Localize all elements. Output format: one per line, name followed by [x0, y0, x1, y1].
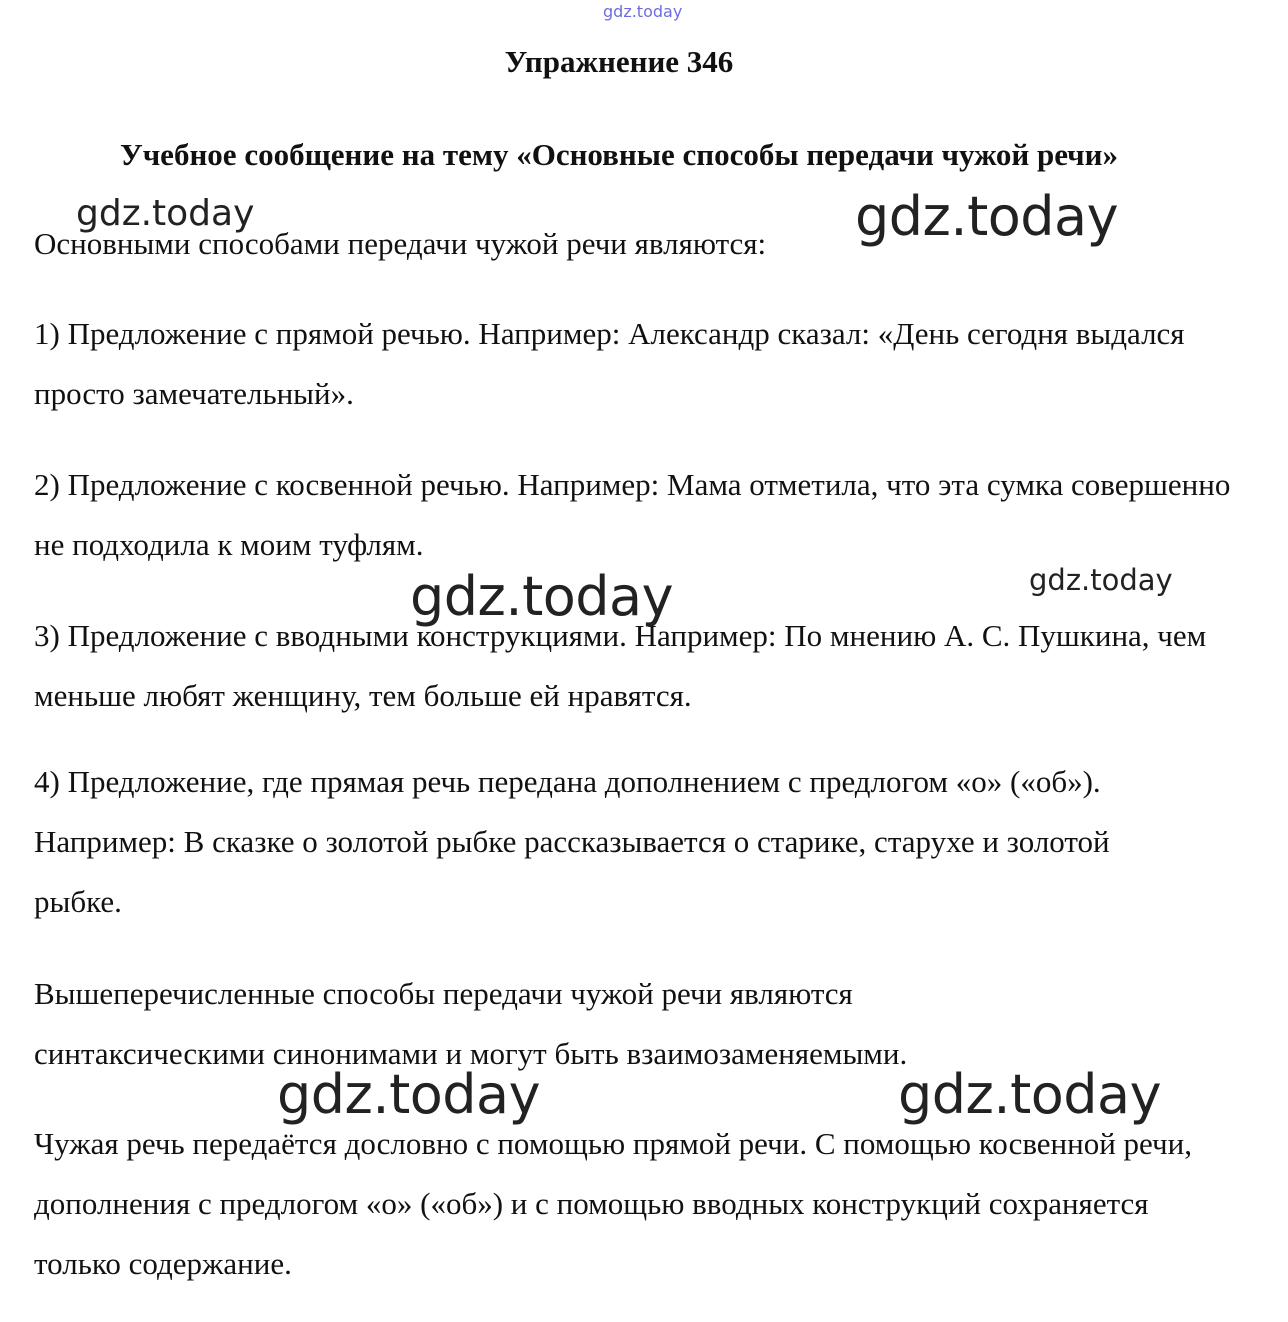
paragraph-item-2: 2) Предложение с косвенной речью. Например: Мама отметила, что эта сумка совершенно не подходила к моим туфлям.: [34, 467, 1231, 562]
watermark-1: gdz.today: [76, 193, 255, 234]
page-title: Упражнение 346: [504, 44, 734, 79]
paragraph-intro: Основными способами передачи чужой речи являются:: [34, 226, 767, 261]
watermark-6: gdz.today: [898, 1063, 1162, 1126]
paragraph-conclusion-2: Чужая речь передаётся дословно с помощью прямой речи. С помощью косвенной речи, дополнения с предлогом «о» («об») и с помощью вводных конструкций сохраняется только содержание.: [34, 1126, 1192, 1281]
watermark-3: gdz.today: [410, 565, 674, 628]
watermark-top: gdz.today: [603, 2, 683, 21]
watermark-2: gdz.today: [855, 185, 1119, 248]
paragraph-conclusion-1: Вышеперечисленные способы передачи чужой речи являются синтаксическими синонимами и могут быть взаимозаменяемыми.: [34, 976, 908, 1071]
page-subtitle: Учебное сообщение на тему «Основные способы передачи чужой речи»: [119, 137, 1119, 172]
watermark-4: gdz.today: [1029, 563, 1173, 597]
paragraph-item-3: 3) Предложение с вводными конструкциями. Например: По мнению А. С. Пушкина, чем меньше любят женщину, тем больше ей нравятся.: [34, 618, 1207, 713]
paragraph-item-4: 4) Предложение, где прямая речь передана дополнением с предлогом «о» («об»). Например: В сказке о золотой рыбке рассказывается о старике, старухе и золотой рыбке.: [34, 764, 1110, 919]
paragraph-item-1: 1) Предложение с прямой речью. Например: Александр сказал: «День сегодня выдался просто замечательный».: [34, 316, 1185, 411]
watermark-5: gdz.today: [277, 1063, 541, 1126]
